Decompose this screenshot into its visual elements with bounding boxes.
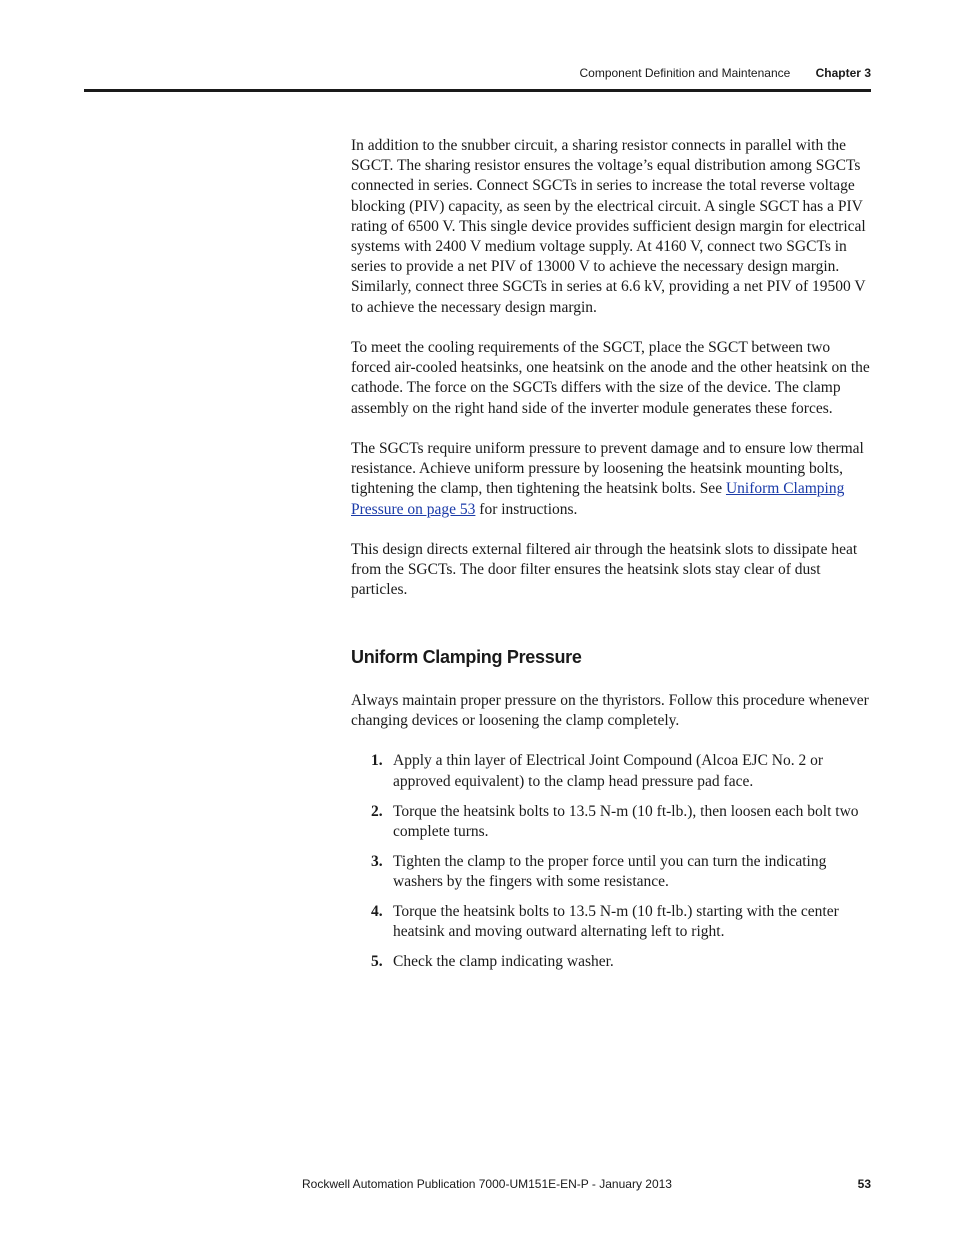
step-text: Apply a thin layer of Electrical Joint Compound (Alcoa EJC No. 2 or approved equivalent) to the clamp head pressure pad face. (393, 752, 824, 790)
page-body (351, 136, 873, 982)
paragraph-cooling: To meet the cooling requirements of the SGCT, place the SGCT between two forced air-cooled heatsinks, one heatsink on the anode and the other heatsink on the cathode. The force on the SGCTs differs with the size of the device. The clamp assembly on the right hand side of the inverter module generates these forces. (351, 339, 870, 417)
procedure-step (351, 852, 873, 892)
step-number: 1. (371, 752, 383, 770)
paragraph-text-after-link: for instructions. (475, 500, 578, 518)
procedure-step (351, 902, 873, 942)
procedure-step (351, 802, 873, 842)
step-number: 3. (371, 852, 383, 870)
paragraph-text-before-link: The SGCTs require uniform pressure to prevent damage and to ensure low thermal resistance. Achieve uniform pressure by loosening the heatsink mounting bolts, tightening the clamp, then tightening the heatsink bolts. See (351, 440, 864, 498)
procedure-step (351, 751, 873, 791)
procedure-steps (351, 751, 873, 972)
section-heading: Uniform Clamping Pressure (351, 646, 582, 667)
page-number: 53 (857, 1177, 871, 1191)
step-text: Torque the heatsink bolts to 13.5 N-m (10 ft-lb.) starting with the center heatsink and moving outward alternating left to right. (393, 903, 839, 941)
step-text: Torque the heatsink bolts to 13.5 N-m (10 ft-lb.), then loosen each bolt two complete turns. (393, 802, 859, 840)
footer-publication: Rockwell Automation Publication 7000-UM151E-EN-P - January 2013 (302, 1177, 672, 1191)
uniform-clamping-pressure-link[interactable]: Uniform Clamping Pressure on page 53 (351, 480, 845, 518)
step-number: 2. (371, 802, 383, 820)
paragraph-uniform-pressure (351, 439, 873, 520)
header-rule (84, 89, 871, 92)
step-number: 4. (371, 903, 383, 921)
section-intro: Always maintain proper pressure on the thyristors. Follow this procedure whenever changing devices or loosening the clamp completely. (351, 691, 869, 730)
paragraph-sharing-resistor: In addition to the snubber circuit, a sharing resistor connects in parallel with the SGCT. The sharing resistor ensures the voltage’s equal distribution among SGCTs connected in series. Connect SGCTs in series to increase the total reverse voltage blocking (PIV) capacity, as seen by the electrical circuit. A single SGCT has a PIV rating of 6500 V. This single device provides sufficient design margin for electrical systems with 2400 V medium voltage supply. At 4160 V, connect two SGCTs in series to provide a net PIV of 13000 V to achieve the necessary design margin. Similarly, connect three SGCTs in series at 6.6 kV, providing a net PIV of 19500 V to achieve the necessary design margin. (351, 137, 866, 316)
procedure-step (351, 952, 873, 972)
header-chapter-label: Chapter 3 (815, 66, 871, 80)
paragraph-filtered-air: This design directs external filtered air through the heatsink slots to dissipate heat from the SGCTs. The door filter ensures the heatsink slots stay clear of dust particles. (351, 541, 858, 599)
header-section-title: Component Definition and Maintenance (579, 66, 791, 80)
step-text: Check the clamp indicating washer. (393, 953, 614, 971)
step-number: 5. (371, 953, 383, 971)
step-text: Tighten the clamp to the proper force until you can turn the indicating washers by the fingers with some resistance. (393, 852, 827, 891)
running-header (579, 66, 871, 80)
